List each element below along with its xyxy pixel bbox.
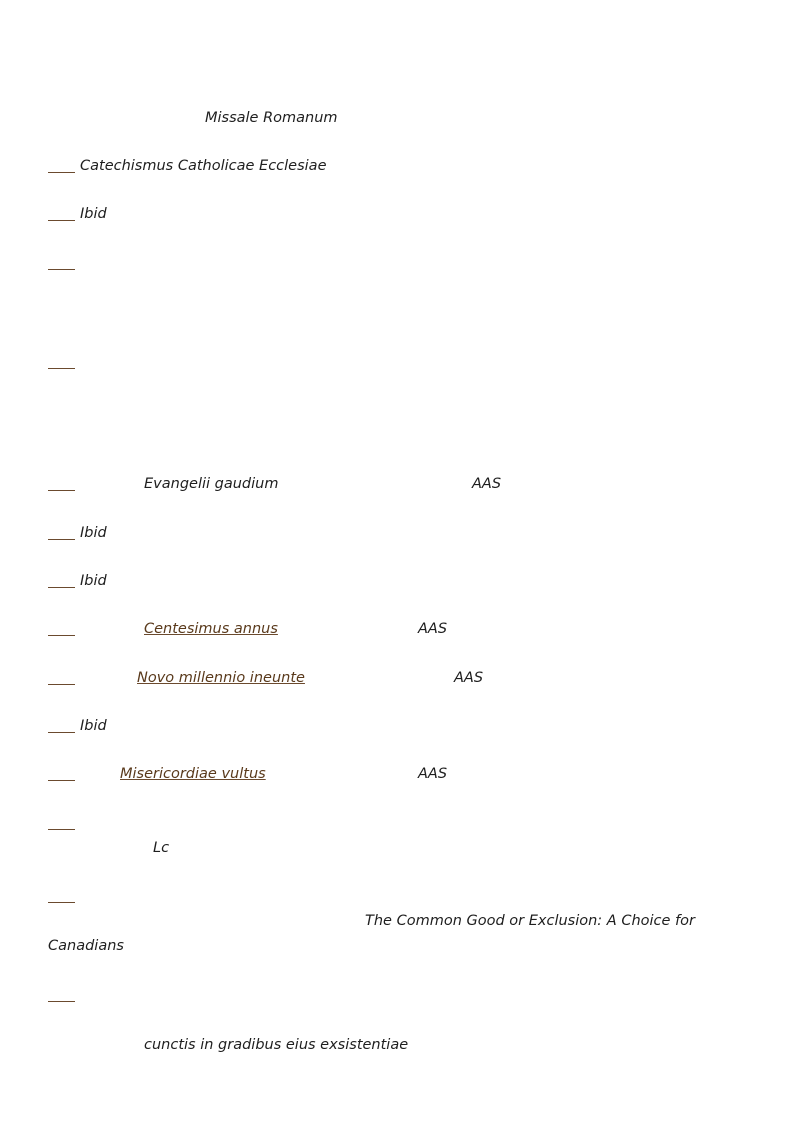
footnote-rule xyxy=(48,490,75,491)
footnote-rule xyxy=(48,635,75,636)
footnote-common-good: The Common Good or Exclusion: A Choice for xyxy=(365,913,695,929)
footnote-rule xyxy=(48,539,75,540)
footnote-ibid: Ibid xyxy=(80,525,107,541)
footnote-rule xyxy=(48,902,75,903)
footnote-ibid: Ibid xyxy=(80,206,107,222)
footnote-aas-ref: AAS xyxy=(418,766,448,782)
footnote-missale-romanum: Missale Romanum xyxy=(205,110,338,126)
footnote-rule xyxy=(48,780,75,781)
footnote-rule xyxy=(48,368,75,369)
link-misericordiae-vultus[interactable]: Misericordiae vultus xyxy=(120,766,266,782)
footnote-catechismus: Catechismus Catholicae Ecclesiae xyxy=(80,158,327,174)
link-novo-millennio-ineunte[interactable]: Novo millennio ineunte xyxy=(137,670,305,686)
footnote-rule xyxy=(48,220,75,221)
footnote-ibid: Ibid xyxy=(80,718,107,734)
footnote-rule xyxy=(48,269,75,270)
footnote-rule xyxy=(48,829,75,830)
footnote-rule xyxy=(48,587,75,588)
link-centesimus-annus[interactable]: Centesimus annus xyxy=(144,621,278,637)
footnote-ibid: Ibid xyxy=(80,573,107,589)
footnote-lc: Lc xyxy=(153,840,170,856)
footnote-aas-ref: AAS xyxy=(472,476,502,492)
footnote-evangelii-gaudium: Evangelii gaudium xyxy=(144,476,279,492)
footnote-aas-ref: AAS xyxy=(418,621,448,637)
footnote-aas-ref: AAS xyxy=(454,670,484,686)
footnote-common-good-continuation: Canadians xyxy=(48,938,124,954)
footnote-cunctis: cunctis in gradibus eius exsistentiae xyxy=(144,1037,409,1053)
footnote-rule xyxy=(48,684,75,685)
footnote-rule xyxy=(48,172,75,173)
footnote-rule xyxy=(48,732,75,733)
footnote-rule xyxy=(48,1001,75,1002)
